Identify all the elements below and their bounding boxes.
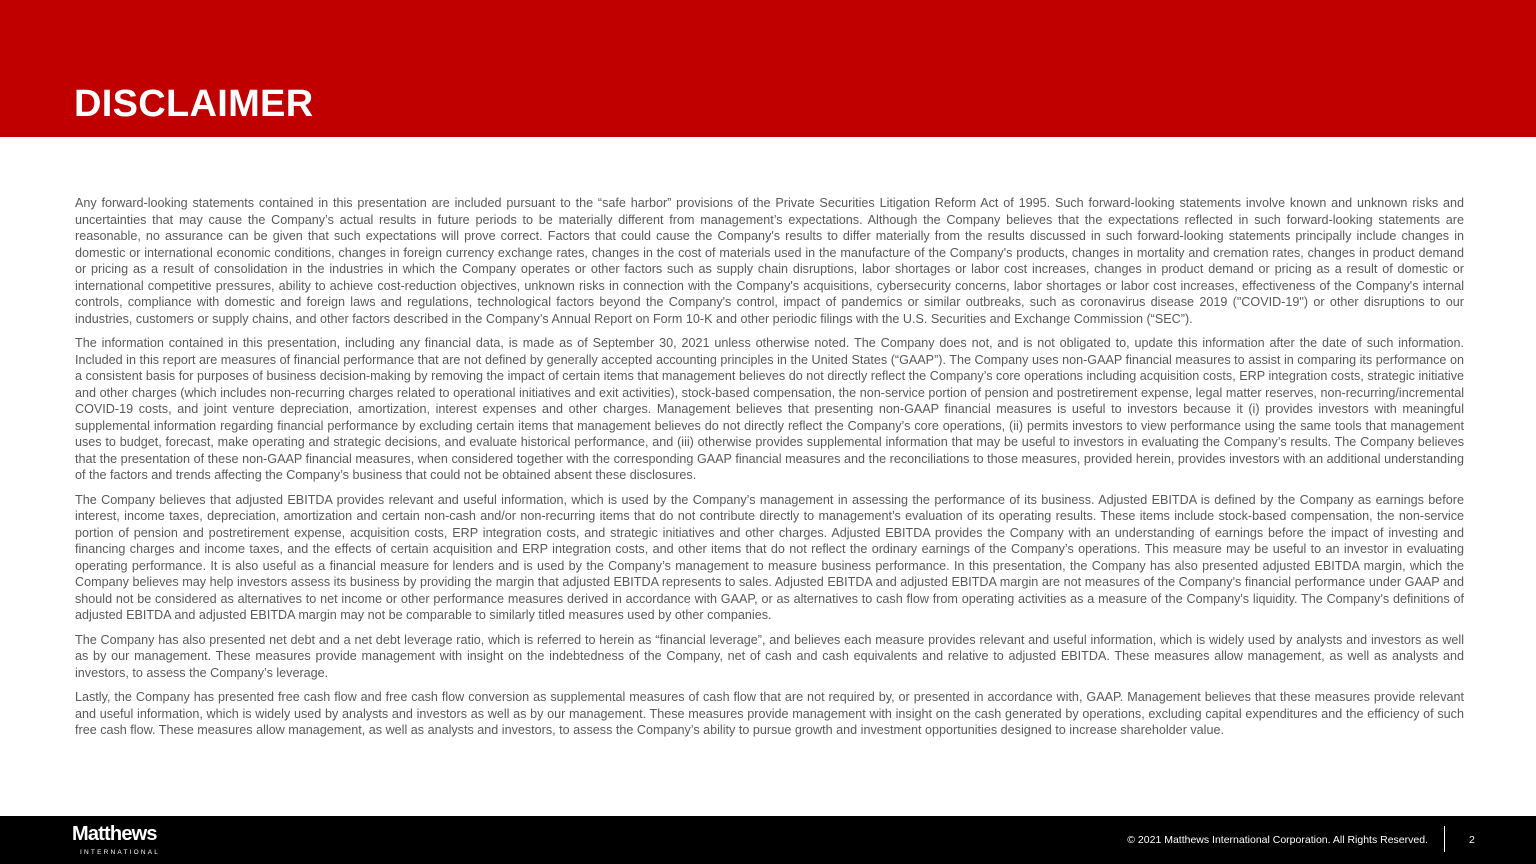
paragraph-net-debt: The Company has also presented net debt and a net debt leverage ratio, which is referred to herein as “financial leverage”, and believes each measure provides relevant and useful information, which is widely used by analysts and investors as well as by our management. These measures provide management with insight on the indebtedness of the Company, net of cash and cash equivalents and relative to adjusted EBITDA. These measures allow management, as well as analysts and investors, to assess the Company’s leverage.: [75, 632, 1464, 680]
disclaimer-body: [75, 195, 1464, 747]
page-number: 2: [1469, 834, 1475, 846]
logo-subtitle: INTERNATIONAL: [80, 849, 161, 856]
page-title: DISCLAIMER: [74, 83, 314, 125]
header-banner: [0, 0, 1536, 137]
paragraph-free-cash-flow: Lastly, the Company has presented free cash flow and free cash flow conversion as supplemental measures of cash flow that are not required by, or presented in accordance with, GAAP. Management believes that these measures provide relevant and useful information, which is widely used by analysts and investors as well as by our management. These measures provide management with insight on the cash generated by operations, excluding capital expenditures and the efficiency of such free cash flow. These measures allow management, as well as analysts and investors, to assess the Company’s ability to pursue growth and investment opportunities designed to increase shareholder value.: [75, 690, 1464, 737]
paragraph-adjusted-ebitda: The Company believes that adjusted EBITDA provides relevant and useful information, which is used by the Company’s management in assessing the performance of its business. Adjusted EBITDA is defined by the Company as earnings before interest, income taxes, depreciation, amortization and certain non-cash and/or non-recurring items that do not contribute directly to management’s evaluation of its operating results. These items include stock-based compensation, the non-service portion of pension and postretirement expense, acquisition costs, ERP integration costs, and strategic initiatives and other charges. Adjusted EBITDA provides the Company with an understanding of earnings before the impact of investing and financing charges and income taxes, and the effects of certain acquisition and ERP integration costs, and other items that do not reflect the ordinary earnings of the Company’s operations. This measure may be useful to an investor in evaluating operating performance. It is also useful as a financial measure for lenders and is used by the Company’s management to measure business performance. In this presentation, the Company has also presented adjusted EBITDA margin, which the Company believes may help investors assess its business by providing the margin that adjusted EBITDA represents to sales. Adjusted EBITDA and adjusted EBITDA margin are not measures of the Company's financial performance under GAAP and should not be considered as alternatives to net income or other performance measures derived in accordance with GAAP, or as alternatives to cash flow from operating activities as a measure of the Company's liquidity. The Company's definitions of adjusted EBITDA and adjusted EBITDA margin may not be comparable to similarly titled measures used by other companies.: [75, 492, 1464, 622]
company-logo: [72, 822, 160, 856]
copyright-text: © 2021 Matthews International Corporation. All Rights Reserved.: [1127, 834, 1428, 846]
footer: [0, 816, 1536, 864]
paragraph-information: The information contained in this presentation, including any financial data, is made as of September 30, 2021 unless otherwise noted. The Company does not, and is not obligated to, update this information after the date of such information. Included in this report are measures of financial performance that are not defined by generally accepted accounting principles in the United States (“GAAP”). The Company uses non-GAAP financial measures to assist in comparing its performance on a consistent basis for purposes of business decision-making by removing the impact of certain items that management believes do not directly reflect the Company’s core operations including acquisition costs, ERP integration costs, strategic initiative and other charges (which includes non-recurring charges related to operational initiatives and exit activities), stock-based compensation, the non-service portion of pension and postretirement expense, legal matter reserves, non-recurring/incremental COVID-19 costs, and joint venture depreciation, amortization, interest expenses and other charges. Management believes that presenting non-GAAP financial measures is useful to investors because it (i) provides investors with meaningful supplemental information regarding financial performance by excluding certain items that management believes do not directly reflect the Company’s core operations, (ii) permits investors to view performance using the same tools that management uses to budget, forecast, make operating and strategic decisions, and evaluate historical performance, and (iii) otherwise provides supplemental information that may be useful to investors in evaluating the Company’s results. The Company believes that the presentation of these non-GAAP financial measures, when considered together with the corresponding GAAP financial measures and the reconciliations to those measures, provided herein, provides investors with an additional understanding of the factors and trends affecting the Company’s business that could not be obtained absent these disclosures.: [75, 336, 1464, 482]
logo-wordmark: Matthews: [72, 823, 157, 845]
footer-divider: [1444, 826, 1445, 852]
paragraph-forward-looking: Any forward-looking statements contained in this presentation are included pursuant to the “safe harbor” provisions of the Private Securities Litigation Reform Act of 1995. Such forward-looking statements involve known and unknown risks and uncertainties that may cause the Company’s actual results in future periods to be materially different from management’s expectations. Although the Company believes that the expectations reflected in such forward-looking statements are reasonable, no assurance can be given that such expectations will prove correct. Factors that could cause the Company's results to differ materially from the results discussed in such forward-looking statements principally include changes in domestic or international economic conditions, changes in foreign currency exchange rates, changes in the cost of materials used in the manufacture of the Company's products, changes in mortality and cremation rates, changes in product demand or pricing as a result of consolidation in the industries in which the Company operates or other factors such as supply chain disruptions, labor shortages or labor cost increases, changes in product demand or pricing as a result of domestic or international competitive pressures, ability to achieve cost-reduction objectives, unknown risks in connection with the Company's acquisitions, cybersecurity concerns, labor shortages or labor cost increases, effectiveness of the Company's internal controls, compliance with domestic and foreign laws and regulations, technological factors beyond the Company's control, impact of pandemics or similar outbreaks, such as coronavirus disease 2019 ("COVID-19") or other disruptions to our industries, customers or supply chains, and other factors described in the Company’s Annual Report on Form 10-K and other periodic filings with the U.S. Securities and Exchange Commission (“SEC”).: [75, 196, 1464, 326]
